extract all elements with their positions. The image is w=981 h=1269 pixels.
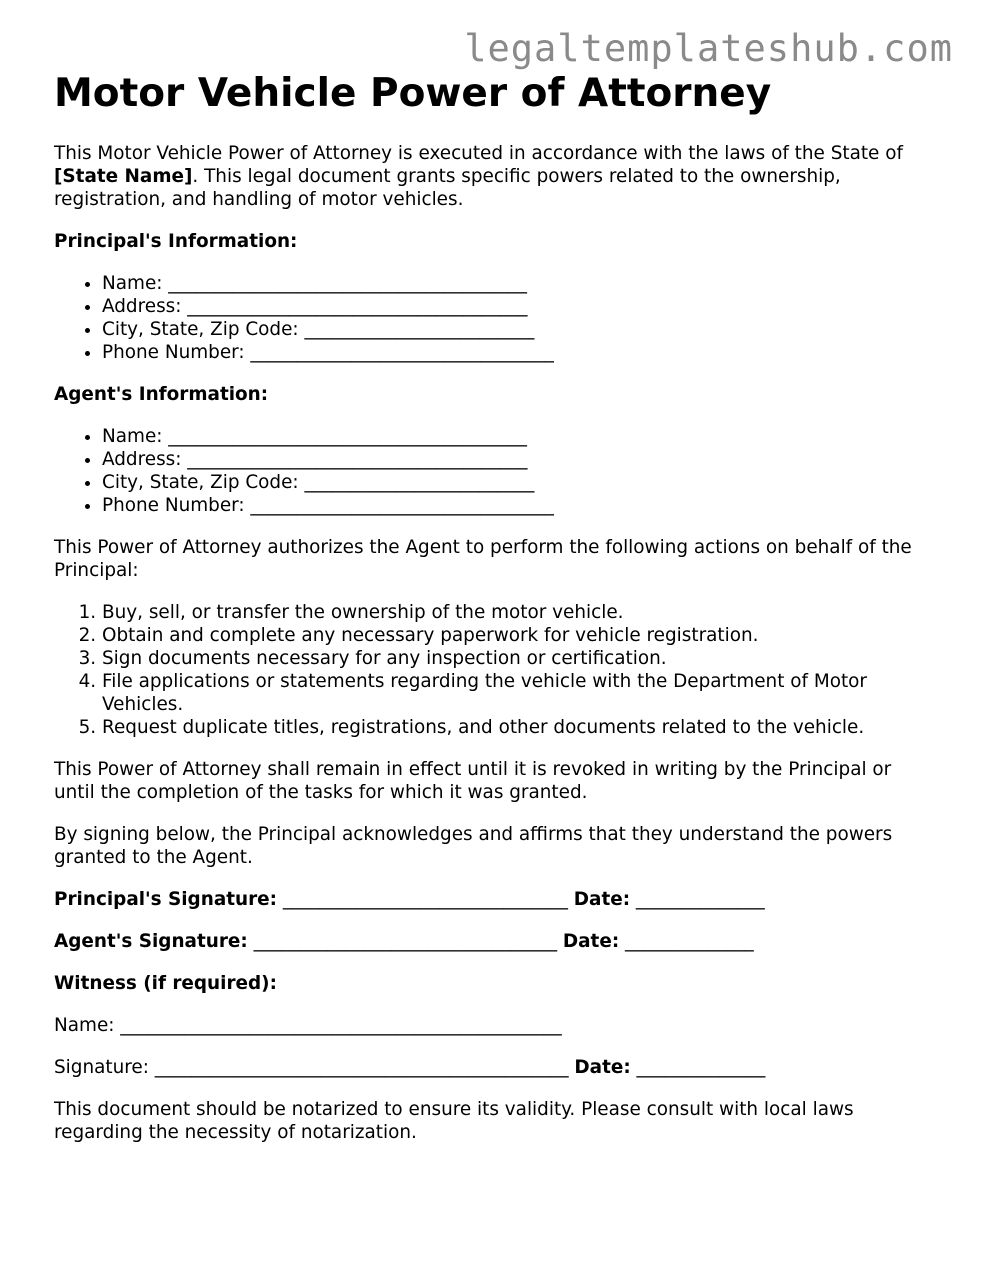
principal-phone-field: • Phone Number: _________________________________ [102, 341, 934, 364]
principal-signature-label: Principal's Signature: [54, 889, 278, 910]
agent-date-label: Date: [562, 931, 620, 952]
duration-paragraph: This Power of Attorney shall remain in effect until it is revoked in writing by the Principal or until the completion of the tasks for which it was granted. [54, 759, 892, 803]
principal-date-label: Date: [573, 889, 631, 910]
witness-heading: Witness (if required): [54, 973, 277, 994]
witness-date-label: Date: [574, 1057, 631, 1078]
witness-date-blank: ______________ [630, 1057, 766, 1078]
agent-address-field: • Address: _____________________________________ [102, 448, 934, 471]
agent-signature-label: Agent's Signature: [54, 931, 248, 952]
document-body [54, 71, 934, 1144]
agent-signature-line [54, 930, 934, 953]
powers-list [54, 601, 934, 739]
power-item: 2. Obtain and complete any necessary paperwork for vehicle registration. [102, 624, 934, 647]
authorization-paragraph: This Power of Attorney authorizes the Agent to perform the following actions on behalf of the Principal: [54, 537, 912, 581]
agent-info-heading: Agent's Information: [54, 384, 269, 405]
intro-paragraph [54, 142, 934, 211]
witness-signature-blank: Signature: _____________________________________________ [54, 1057, 575, 1078]
principal-info-list [54, 272, 934, 364]
witness-name-line: Name: ________________________________________________ [54, 1015, 562, 1036]
principal-date-blank: ______________ [630, 889, 765, 910]
power-item: 4. File applications or statements regarding the vehicle with the Department of Motor Vehicles. [102, 670, 934, 716]
power-item: 3. Sign documents necessary for any inspection or certification. [102, 647, 934, 670]
witness-signature-line [54, 1056, 934, 1079]
principal-info-heading: Principal's Information: [54, 231, 298, 252]
power-item: 1. Buy, sell, or transfer the ownership of the motor vehicle. [102, 601, 934, 624]
agent-info-list [54, 425, 934, 517]
agent-phone-field: • Phone Number: _________________________________ [102, 494, 934, 517]
principal-name-field: • Name: _______________________________________ [102, 272, 934, 295]
agent-name-field: • Name: _______________________________________ [102, 425, 934, 448]
watermark: legaltemplateshub.com [464, 27, 953, 70]
principal-signature-blank: _______________________________ [277, 889, 574, 910]
state-name-placeholder: [State Name] [54, 166, 193, 187]
intro-text-1: This Motor Vehicle Power of Attorney is executed in accordance with the laws of the State of [54, 143, 903, 164]
intro-text-2: . This legal document grants specific powers related to the ownership, registration, and handling of motor vehicles. [54, 166, 841, 210]
notary-note: This document should be notarized to ensure its validity. Please consult with local laws regarding the necessity of notarization. [54, 1099, 854, 1143]
acknowledgment-paragraph: By signing below, the Principal acknowledges and affirms that they understand the powers granted to the Agent. [54, 824, 893, 868]
agent-date-blank: ______________ [619, 931, 754, 952]
agent-signature-blank: _________________________________ [247, 931, 563, 952]
power-item: 5. Request duplicate titles, registrations, and other documents related to the vehicle. [102, 716, 934, 739]
document-title: Motor Vehicle Power of Attorney [54, 71, 772, 116]
principal-city-field: • City, State, Zip Code: _________________________ [102, 318, 934, 341]
principal-signature-line [54, 888, 934, 911]
principal-address-field: • Address: _____________________________________ [102, 295, 934, 318]
agent-city-field: • City, State, Zip Code: _________________________ [102, 471, 934, 494]
